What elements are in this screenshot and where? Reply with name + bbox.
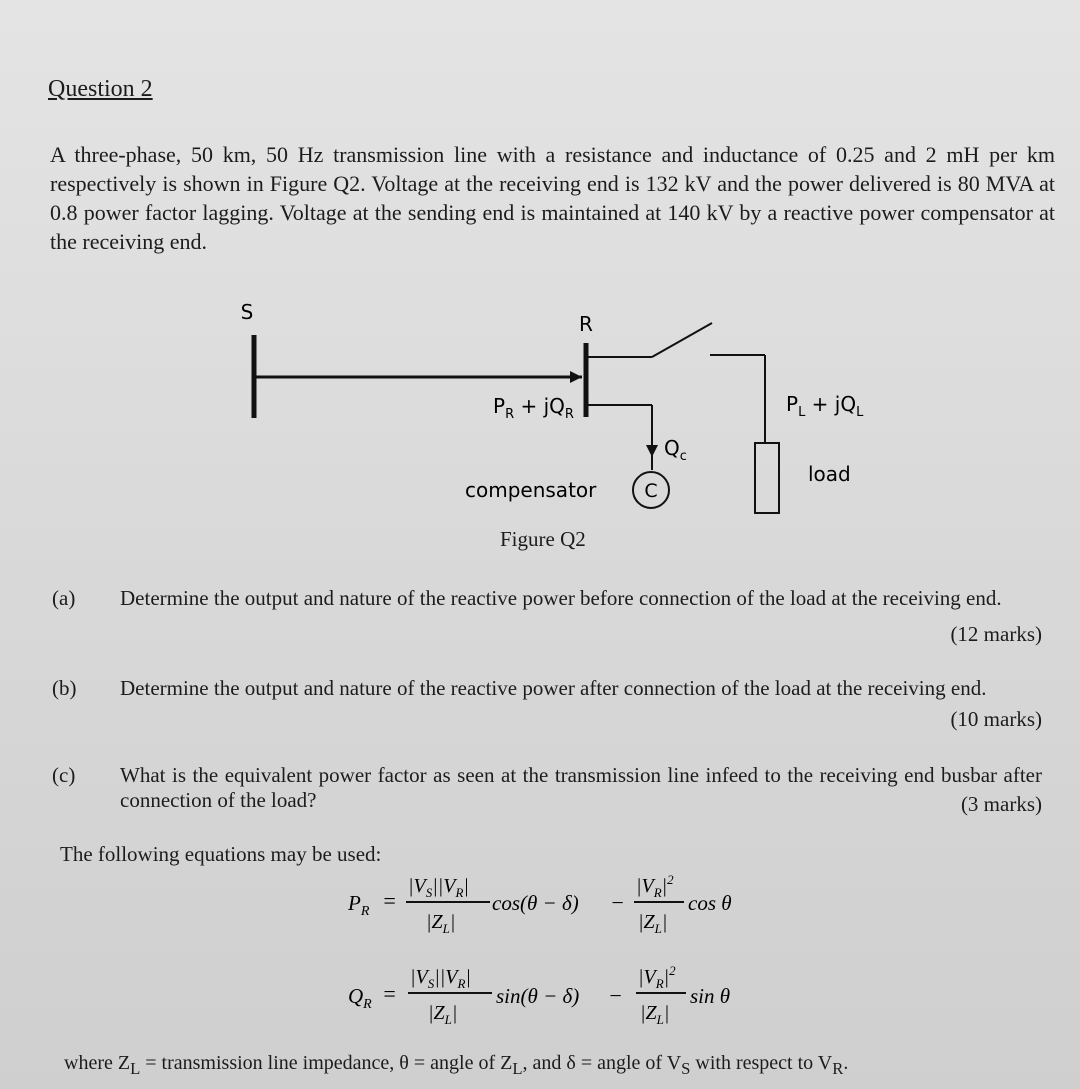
figure-caption: Figure Q2 [500, 527, 586, 551]
question-b-letter: (b) [52, 676, 77, 700]
pr-den1: $|Z_L|$ [426, 911, 456, 936]
question-c-letter: (c) [52, 763, 76, 787]
label-c: C [644, 480, 658, 502]
switch-blade [652, 323, 712, 357]
pr-trig1: cos(θ − δ) [492, 891, 579, 915]
pr-trig2: cos θ [688, 891, 732, 915]
pr-num1: $|V_S||V_R|$ [408, 875, 469, 900]
pr-num2: $|V_R|^2$ [636, 872, 674, 900]
question-heading: Question 2 [48, 76, 153, 102]
equation-pr [340, 862, 770, 942]
qr-num1: $|V_S||V_R|$ [410, 966, 471, 991]
question-b-marks: (10 marks) [950, 707, 1042, 731]
power-arrow [570, 371, 582, 383]
label-compensator: compensator [465, 478, 597, 502]
label-s: S [240, 300, 254, 324]
question-a [52, 586, 1042, 646]
question-c-marks: (3 marks) [960, 792, 1042, 816]
question-c [52, 763, 1042, 823]
qr-equals: = [382, 981, 397, 1006]
label-load: load [808, 462, 851, 486]
qr-num2: $|V_R|^2$ [638, 963, 676, 991]
question-b-text: Determine the output and nature of the reactive power after connection of the load at the receiving end. [120, 676, 987, 700]
pr-minus: − [610, 890, 625, 915]
qr-trig2: sin θ [690, 984, 731, 1008]
equations-intro: The following equations may be used: [60, 842, 382, 866]
equation-qr [340, 955, 770, 1035]
question-a-text: Determine the output and nature of the reactive power before connection of the load at the receiving end. [120, 586, 1002, 610]
label-qc: $Q_c$ [664, 436, 687, 464]
qr-minus: − [608, 983, 623, 1008]
label-r: R [579, 312, 593, 336]
load-box [755, 443, 779, 513]
pr-equals: = [382, 888, 397, 913]
qr-trig1: sin(θ − δ) [496, 984, 580, 1008]
question-a-letter: (a) [52, 586, 76, 610]
question-b [52, 676, 1042, 736]
label-pl-jql: $P_L + jQ_L$ [786, 392, 864, 420]
label-pr-jqr: $P_R + jQ_R$ [493, 394, 574, 422]
question-intro: A three-phase, 50 km, 50 Hz transmission line with a resistance and inductance of 0.25 and 2 mH per km respectively is shown in Figure Q2. Voltage at the receiving end is 132 kV and the power delivered is 80 MVA at 0.8 power factor lagging. Voltage at the sending end is maintained at 140 kV by a reactive power compensator at the receiving end. [50, 142, 1055, 254]
qr-den2: $|Z_L|$ [640, 1002, 670, 1027]
qc-arrow [646, 445, 658, 457]
pr-lhs: $P_R$ [348, 891, 370, 919]
qr-den1: $|Z_L|$ [428, 1002, 458, 1027]
qr-lhs: $Q_R$ [348, 984, 372, 1012]
figure-q2-diagram [220, 295, 880, 525]
pr-den2: $|Z_L|$ [638, 911, 668, 936]
question-a-marks: (12 marks) [950, 622, 1042, 646]
where-clause: where $Z_L$ = transmission line impedance, θ = angle of $Z_L$, and δ = angle of $V_S$ with respect to $V_R$. [64, 1052, 849, 1078]
question-c-text: What is the equivalent power factor as seen at the transmission line infeed to the receiving end busbar after connection of the load? [120, 763, 1042, 812]
